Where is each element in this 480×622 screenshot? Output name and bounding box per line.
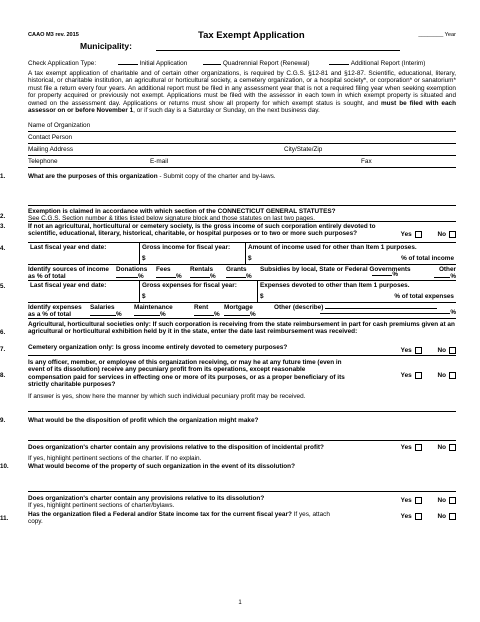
dollar-sign: $ — [142, 255, 146, 263]
question-3-text: If not an agricultural, horticultural or cemetery society, is the gross income of such corporation entirely devoted to scientific, educational, literary, historical, charitable, or hospital purposes or to two or more such purposes? — [28, 222, 376, 238]
fees[interactable] — [156, 265, 190, 280]
mailing-label: Mailing Address — [28, 146, 74, 154]
intro-text-end: , or if such day is a Saturday or Sunday, on the next business day. — [133, 107, 320, 115]
income-other-purposes[interactable] — [246, 243, 456, 264]
intro-deadline: must be filed with each assessor on or before November 1 — [28, 99, 456, 115]
question-8[interactable] — [0, 356, 456, 412]
yes-label: Yes — [400, 372, 412, 380]
question-11-text: Has the organization filed a Federal and/or State income tax for the current fiscal year? — [28, 510, 292, 518]
percent: % — [250, 311, 256, 319]
percent-total-expenses: % of total expenses — [394, 293, 454, 301]
question-number: 5. — [0, 282, 6, 290]
question-2[interactable] — [0, 205, 456, 223]
fax-label: Fax — [361, 158, 372, 166]
question-number: 6. — [0, 328, 6, 336]
no-label: No — [437, 231, 446, 239]
percent-total-income: % of total income — [401, 255, 454, 263]
yes-label: Yes — [400, 444, 412, 452]
email-label: E-mail — [150, 158, 169, 166]
mortgage[interactable] — [224, 303, 274, 318]
column-label: Grants — [226, 265, 247, 273]
column-label: Subsidies by local, State or Federal Governments — [260, 265, 411, 273]
column-label: Rent — [194, 303, 209, 311]
form-title: Tax Exempt Application — [198, 30, 305, 41]
column-label: Other (describe) — [274, 303, 324, 311]
mailing-row[interactable] — [28, 144, 456, 156]
salaries[interactable] — [90, 303, 134, 318]
percent: % — [246, 273, 252, 281]
initial-application-option: Initial Application — [139, 60, 188, 67]
dollar-sign: $ — [260, 293, 264, 301]
gross-expenses-label: Gross expenses for fiscal year: — [142, 281, 237, 289]
application-type-label: Check Application Type: — [28, 60, 97, 67]
question-number: 4. — [0, 244, 6, 252]
column-label: Maintenance — [134, 303, 173, 311]
expense-types-label: Identify expenses as a % of total — [28, 303, 82, 319]
column-label: Donations — [116, 265, 148, 273]
income-sources-label: Identify sources of income as % of total — [28, 265, 109, 281]
question-9-text: What would be the disposition of profit which the organization might make? — [28, 416, 259, 424]
income-sources-row — [28, 264, 456, 281]
rent[interactable] — [194, 303, 224, 318]
question-10[interactable] — [0, 462, 456, 492]
yes-label: Yes — [400, 347, 412, 355]
question-6[interactable] — [0, 319, 456, 344]
additional-report-option: Additional Report (Interim) — [350, 60, 426, 67]
intro-paragraph — [28, 70, 456, 115]
question-9-charter-text: Does organization's charter contain any provisions relative to the disposition of incidental profit? — [28, 443, 324, 451]
municipality-field[interactable] — [156, 50, 400, 51]
expense-types-row — [28, 302, 456, 319]
yes-checkbox[interactable] — [415, 372, 422, 379]
income-other-label: Amount of income used for other than Item 1 purposes. — [248, 243, 417, 251]
no-checkbox[interactable] — [449, 513, 456, 520]
question-1 — [0, 172, 456, 205]
column-label: Mortgage — [224, 303, 253, 311]
yes-label: Yes — [400, 497, 412, 505]
question-11 — [0, 509, 456, 527]
gross-income[interactable] — [140, 243, 246, 264]
question-6-text: Agricultural, horticultural societies only: If such corporation is receiving from the state reimbursement in part for cash premiums given at an agricultural or horticultural exhibition held by it in the state, enter the date last reimbursement was received: — [28, 320, 455, 336]
form-header — [28, 30, 456, 52]
org-name-row[interactable] — [28, 120, 456, 132]
subsidies[interactable] — [260, 265, 424, 280]
question-11-answer — [401, 513, 456, 521]
gross-expenses[interactable] — [140, 281, 258, 302]
question-4 — [0, 243, 456, 281]
percent: % — [138, 273, 144, 281]
contact-label: Contact Person — [28, 134, 73, 142]
column-label: Other — [438, 265, 456, 273]
rentals[interactable] — [190, 265, 226, 280]
question-number: 10. — [0, 462, 9, 470]
question-2-text: Exemption is claimed in accordance with which section of the CONNECTICUT GENERAL STATUTES? — [28, 207, 336, 215]
question-number: 1. — [0, 172, 6, 180]
question-10-charter-note: If yes, highlight pertinent sections of charter/bylaws. — [28, 502, 175, 510]
no-label: No — [437, 347, 446, 355]
question-11-note: If yes, attach copy. — [28, 510, 330, 526]
question-number: 3. — [0, 222, 6, 230]
no-checkbox[interactable] — [449, 497, 456, 504]
question-10-answer — [401, 497, 456, 505]
org-name-label: Name of Organization — [28, 122, 91, 130]
donations[interactable] — [116, 265, 156, 280]
other-income[interactable] — [424, 265, 456, 280]
question-number: 7. — [0, 345, 6, 353]
percent: % — [116, 311, 122, 319]
question-8-answer — [401, 372, 456, 380]
no-checkbox[interactable] — [449, 231, 456, 238]
intro-text: A tax exempt application of charitable and of certain other organizations, is required by C.G.S. §12-81 and §12-87. Scientific, educational, literary, historical, or charitable institution, an agricultural or horticultural society, a cemetery organization, or a hospital society*, or corporation* or sanatorium* must file a return every four years. An additional report must be filed in any assessment year that is not a required filing year when seeking exemption for property acquired or previously not exempt. Applications must be filed with the assessor in each town in which exempt property is situated and owned on the assessment day. Applications or returns must show all property for which exempt status is sought, and — [28, 69, 456, 107]
no-label: No — [437, 497, 446, 505]
yes-checkbox[interactable] — [415, 231, 422, 238]
yes-label: Yes — [400, 231, 412, 239]
question-3-answer — [401, 231, 456, 239]
question-number: 2. — [0, 212, 6, 220]
question-7-answer — [401, 347, 456, 355]
application-type-row — [28, 58, 456, 68]
other-expense[interactable] — [274, 303, 456, 318]
question-9[interactable] — [0, 412, 456, 441]
question-7-text: Cemetery organization only: Is gross income entirely devoted to cemetery purposes? — [28, 343, 288, 351]
fiscal-year-end[interactable]: Last fiscal year end date: — [28, 281, 140, 302]
form-page — [0, 30, 456, 527]
yes-label: Yes — [400, 513, 412, 521]
column-label: Salaries — [90, 303, 115, 311]
question-number: 8. — [0, 371, 6, 379]
question-10-text: What would become of the property of such organization in the event of its dissolution? — [28, 462, 295, 470]
yes-checkbox[interactable] — [415, 444, 422, 451]
percent: % — [392, 271, 398, 279]
yes-checkbox[interactable] — [415, 513, 422, 520]
maintenance[interactable] — [134, 303, 194, 318]
no-checkbox[interactable] — [449, 347, 456, 354]
percent: % — [210, 273, 216, 281]
question-number: 11. — [0, 514, 9, 522]
percent: % — [160, 311, 166, 319]
percent: % — [214, 311, 220, 319]
yes-checkbox[interactable] — [415, 497, 422, 504]
identity-section — [28, 120, 456, 168]
form-code: CAAO M3 rev. 2015 — [28, 32, 79, 38]
fiscal-year-end[interactable]: Last fiscal year end date: — [28, 243, 140, 264]
question-5 — [0, 281, 456, 319]
no-checkbox[interactable] — [449, 372, 456, 379]
phone-row[interactable] — [28, 156, 456, 168]
gross-income-label: Gross income for fiscal year: — [142, 243, 231, 251]
municipality-label: Municipality: — [80, 41, 132, 51]
question-9-charter — [28, 441, 456, 463]
additional-report-blank[interactable] — [329, 58, 349, 65]
question-8-text: Is any officer, member, or employee of this organization receiving, or may he at any future time (even in event of its dissolution) receive any pecuniary profit from its operations, except reasonable compensation paid for services in effecting one or more of its purposes, or as a proper beneficiary of its strictly charitable purposes? — [28, 358, 345, 389]
question-9-answer — [401, 444, 456, 452]
year-field[interactable]: ________ Year — [418, 32, 456, 38]
yes-checkbox[interactable] — [415, 347, 422, 354]
quadrennial-report-option: Quadrennial Report (Renewal) — [222, 60, 310, 67]
expense-summary-row — [28, 281, 456, 302]
question-1-text: What are the purposes of this organization — [28, 172, 158, 180]
no-label: No — [437, 444, 446, 452]
initial-application-blank[interactable] — [118, 58, 138, 65]
question-3 — [0, 222, 456, 243]
page-number: 1 — [238, 600, 242, 606]
question-10-charter-text: Does organization's charter contain any provisions relative to its dissolution? — [28, 494, 265, 502]
question-9-charter-note: If yes, highlight pertinent sections of the charter. If no explain. — [28, 455, 202, 463]
grants[interactable] — [226, 265, 260, 280]
question-number: 9. — [0, 416, 6, 424]
question-10-charter — [28, 492, 456, 509]
percent: % — [450, 273, 456, 281]
dollar-sign: $ — [142, 293, 146, 301]
column-label: Rentals — [190, 265, 214, 273]
question-1-note: - Submit copy of the charter and by-laws. — [157, 172, 276, 180]
expenses-other-label: Expenses devoted to other than Item 1 purposes. — [260, 281, 410, 289]
dollar-sign: $ — [248, 255, 252, 263]
percent: % — [176, 273, 182, 281]
telephone-label: Telephone — [28, 158, 58, 166]
contact-row[interactable] — [28, 132, 456, 144]
percent: % — [450, 309, 456, 317]
expenses-other-purposes[interactable] — [258, 281, 456, 302]
city-label: City/State/Zip — [284, 146, 323, 154]
no-label: No — [437, 513, 446, 521]
question-7 — [0, 343, 456, 356]
quadrennial-report-blank[interactable] — [203, 58, 221, 65]
no-label: No — [437, 372, 446, 380]
column-label: Fees — [156, 265, 171, 273]
question-8-note: If answer is yes, show here the manner by which such individual pecuniary profit may be received. — [28, 393, 306, 401]
no-checkbox[interactable] — [449, 444, 456, 451]
question-2-note: See C.G.S. Section number & titles listed below signature block and those statutes on last two pages. — [28, 215, 316, 223]
income-summary-row — [28, 243, 456, 264]
